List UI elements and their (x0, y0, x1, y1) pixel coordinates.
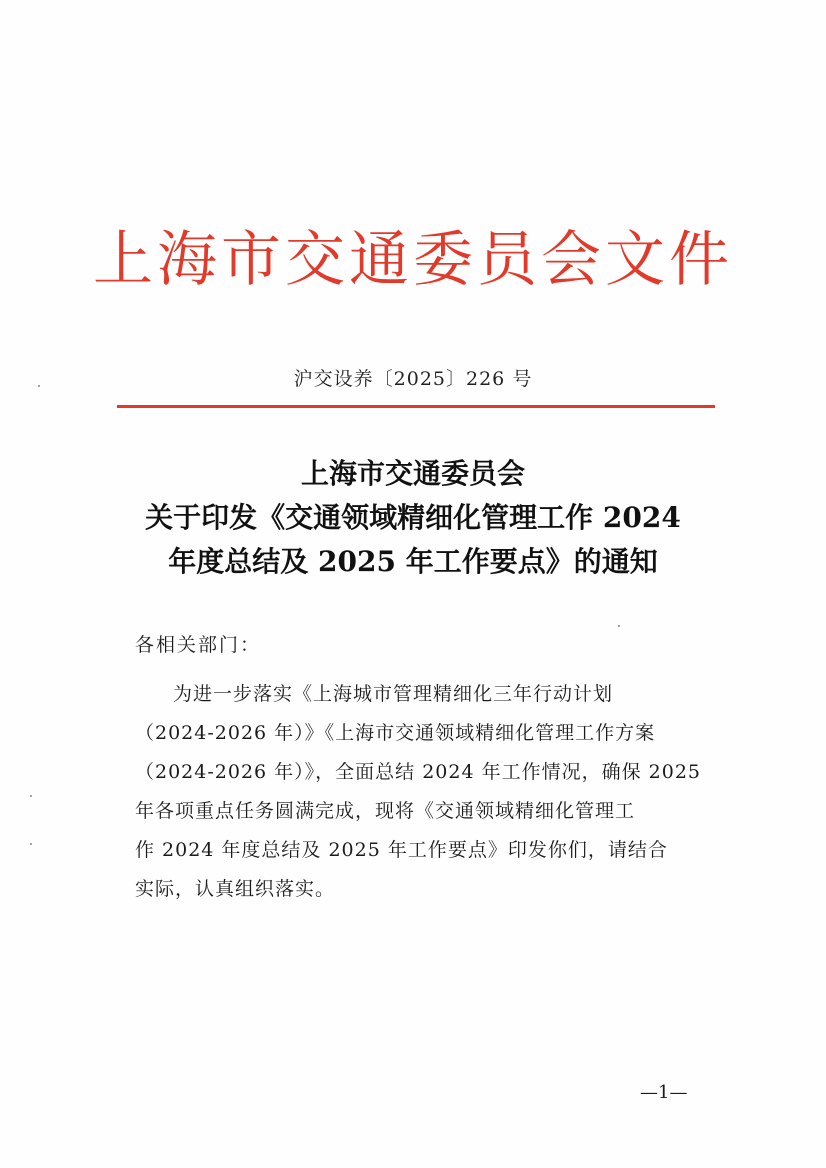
body-line-2: （2024-2026 年）》《上海市交通领域精细化管理工作方案 (135, 722, 656, 744)
page-number: —1— (640, 1082, 688, 1103)
body-line-5: 作 2024 年度总结及 2025 年工作要点》印发你们，请结合 (135, 839, 668, 861)
scan-speck (30, 795, 32, 797)
body-line-6: 实际，认真组织落实。 (135, 878, 336, 900)
notice-title-line-2: 关于印发《交通领域精细化管理工作 2024 (145, 501, 681, 534)
salutation: 各相关部门： (135, 634, 262, 656)
scan-speck (618, 625, 620, 627)
notice-title (0, 452, 826, 584)
red-divider-line (117, 405, 715, 408)
notice-title-line-3: 年度总结及 2025 年工作要点》的通知 (168, 545, 658, 578)
document-number: 沪交设养〔2025〕226 号 (293, 368, 533, 390)
body-paragraph (135, 675, 701, 909)
scan-speck (38, 385, 40, 387)
document-header-title: 上海市交通委员会文件 (93, 225, 733, 295)
body-line-4: 年各项重点任务圆满完成，现将《交通领域精细化管理工 (135, 800, 636, 822)
scan-speck (30, 843, 32, 845)
body-line-3: （2024-2026 年）》，全面总结 2024 年工作情况，确保 2025 (135, 761, 701, 783)
notice-title-line-1: 上海市交通委员会 (300, 457, 525, 490)
body-line-1: 为进一步落实《上海城市管理精细化三年行动计划 (173, 683, 614, 705)
